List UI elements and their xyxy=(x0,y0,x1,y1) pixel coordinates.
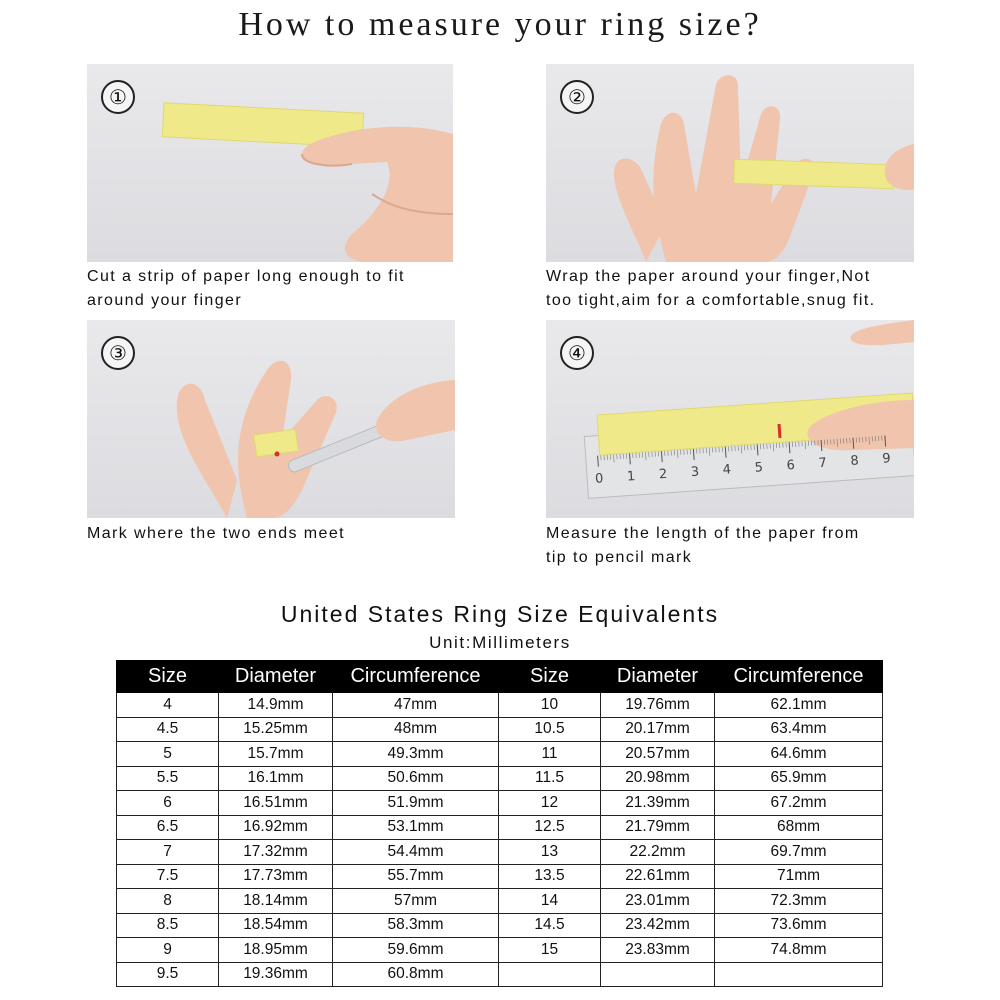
table-cell: 9 xyxy=(117,938,219,963)
table-title: United States Ring Size Equivalents xyxy=(280,601,720,627)
table-row xyxy=(117,791,883,816)
table-cell: 7.5 xyxy=(117,864,219,889)
page-title: How to measure your ring size? xyxy=(238,6,762,43)
table-cell: 18.54mm xyxy=(219,913,333,938)
table-row xyxy=(117,766,883,791)
step-4-photo xyxy=(546,320,914,518)
header-diameter: Diameter xyxy=(601,661,715,693)
table-cell: 5.5 xyxy=(117,766,219,791)
paper-strip-hand-illustration xyxy=(87,64,453,262)
table-cell: 15.25mm xyxy=(219,717,333,742)
step-1-photo xyxy=(87,64,453,262)
table-row xyxy=(117,889,883,914)
table-cell: 11 xyxy=(499,742,601,767)
table-cell: 4 xyxy=(117,693,219,718)
table-cell: 14.9mm xyxy=(219,693,333,718)
table-row xyxy=(117,742,883,767)
table-cell: 19.76mm xyxy=(601,693,715,718)
table-cell: 18.95mm xyxy=(219,938,333,963)
table-cell xyxy=(601,962,715,987)
step-4-number: ④ xyxy=(560,336,594,370)
step-1-caption: Cut a strip of paper long enough to fit around your finger xyxy=(87,268,405,309)
table-cell: 11.5 xyxy=(499,766,601,791)
table-cell: 21.39mm xyxy=(601,791,715,816)
ruler-tick-label: 3 xyxy=(690,464,700,481)
header-size: Size xyxy=(499,661,601,693)
table-cell: 13.5 xyxy=(499,864,601,889)
table-cell xyxy=(715,962,883,987)
ruler-tick-label: 8 xyxy=(849,453,860,469)
header-circumference: Circumference xyxy=(333,661,499,693)
table-cell: 8.5 xyxy=(117,913,219,938)
table-row xyxy=(117,962,883,987)
table-cell: 21.79mm xyxy=(601,815,715,840)
table-cell: 16.51mm xyxy=(219,791,333,816)
wrap-finger-illustration xyxy=(546,64,914,262)
ruler-tick-label: 2 xyxy=(658,466,668,483)
ring-size-table xyxy=(116,660,883,987)
table-cell: 73.6mm xyxy=(715,913,883,938)
table-cell: 10 xyxy=(499,693,601,718)
table-cell: 14.5 xyxy=(499,913,601,938)
step-3-photo xyxy=(87,320,455,518)
table-cell: 9.5 xyxy=(117,962,219,987)
table-cell: 23.42mm xyxy=(601,913,715,938)
table-cell: 12.5 xyxy=(499,815,601,840)
table-cell: 12 xyxy=(499,791,601,816)
table-cell: 18.14mm xyxy=(219,889,333,914)
table-cell: 6 xyxy=(117,791,219,816)
table-cell: 22.61mm xyxy=(601,864,715,889)
step-3-number: ③ xyxy=(101,336,135,370)
table-cell: 16.1mm xyxy=(219,766,333,791)
header-size: Size xyxy=(117,661,219,693)
table-cell: 48mm xyxy=(333,717,499,742)
table-cell: 20.17mm xyxy=(601,717,715,742)
step-2-photo xyxy=(546,64,914,262)
table-row xyxy=(117,840,883,865)
table-cell: 55.7mm xyxy=(333,864,499,889)
table-cell xyxy=(499,962,601,987)
step-3-caption: Mark where the two ends meet xyxy=(87,525,345,542)
step-1-number: ① xyxy=(101,80,135,114)
table-cell: 63.4mm xyxy=(715,717,883,742)
table-row xyxy=(117,693,883,718)
table-cell: 62.1mm xyxy=(715,693,883,718)
table-cell: 6.5 xyxy=(117,815,219,840)
table-cell: 65.9mm xyxy=(715,766,883,791)
table-cell: 71mm xyxy=(715,864,883,889)
table-cell: 23.01mm xyxy=(601,889,715,914)
ruler-tick-label: 6 xyxy=(786,457,796,474)
table-row xyxy=(117,938,883,963)
mark-ends-illustration xyxy=(87,320,455,518)
ruler-tick-label: 0 xyxy=(594,471,604,487)
table-cell: 54.4mm xyxy=(333,840,499,865)
table-cell: 15.7mm xyxy=(219,742,333,767)
header-circumference: Circumference xyxy=(715,661,883,693)
step-2-caption: Wrap the paper around your finger,Not too tight,aim for a comfortable,snug fit. xyxy=(546,268,876,309)
table-cell: 20.57mm xyxy=(601,742,715,767)
table-cell: 17.32mm xyxy=(219,840,333,865)
table-cell: 53.1mm xyxy=(333,815,499,840)
table-cell: 5 xyxy=(117,742,219,767)
table-cell: 16.92mm xyxy=(219,815,333,840)
table-cell: 47mm xyxy=(333,693,499,718)
table-cell: 58.3mm xyxy=(333,913,499,938)
table-cell: 49.3mm xyxy=(333,742,499,767)
table-row xyxy=(117,717,883,742)
ruler-tick-label: 5 xyxy=(754,460,764,476)
header-diameter: Diameter xyxy=(219,661,333,693)
table-cell: 50.6mm xyxy=(333,766,499,791)
table-cell: 69.7mm xyxy=(715,840,883,865)
table-header-row xyxy=(117,661,883,693)
table-cell: 23.83mm xyxy=(601,938,715,963)
table-cell: 10.5 xyxy=(499,717,601,742)
table-row xyxy=(117,864,883,889)
table-cell: 20.98mm xyxy=(601,766,715,791)
ruler-tick-label: 1 xyxy=(626,469,636,485)
table-cell: 17.73mm xyxy=(219,864,333,889)
ruler-tick-label: 9 xyxy=(881,451,892,467)
table-cell: 64.6mm xyxy=(715,742,883,767)
table-cell: 14 xyxy=(499,889,601,914)
step-4-caption: Measure the length of the paper from tip to pencil mark xyxy=(546,525,860,566)
ruler-tick-label: 4 xyxy=(722,462,732,478)
table-cell: 67.2mm xyxy=(715,791,883,816)
table-row xyxy=(117,913,883,938)
table-cell: 51.9mm xyxy=(333,791,499,816)
table-cell: 7 xyxy=(117,840,219,865)
table-cell: 22.2mm xyxy=(601,840,715,865)
table-body xyxy=(117,693,883,987)
table-cell: 68mm xyxy=(715,815,883,840)
table-row xyxy=(117,815,883,840)
table-cell: 72.3mm xyxy=(715,889,883,914)
table-cell: 59.6mm xyxy=(333,938,499,963)
table-unit: Unit:Millimeters xyxy=(429,633,571,652)
table-cell: 60.8mm xyxy=(333,962,499,987)
step-2-number: ② xyxy=(560,80,594,114)
table-cell: 13 xyxy=(499,840,601,865)
table-cell: 74.8mm xyxy=(715,938,883,963)
ruler-tick-label: 7 xyxy=(818,455,828,472)
table-cell: 19.36mm xyxy=(219,962,333,987)
table-cell: 57mm xyxy=(333,889,499,914)
ruler-illustration xyxy=(546,320,914,518)
table-cell: 4.5 xyxy=(117,717,219,742)
table-cell: 15 xyxy=(499,938,601,963)
table-cell: 8 xyxy=(117,889,219,914)
